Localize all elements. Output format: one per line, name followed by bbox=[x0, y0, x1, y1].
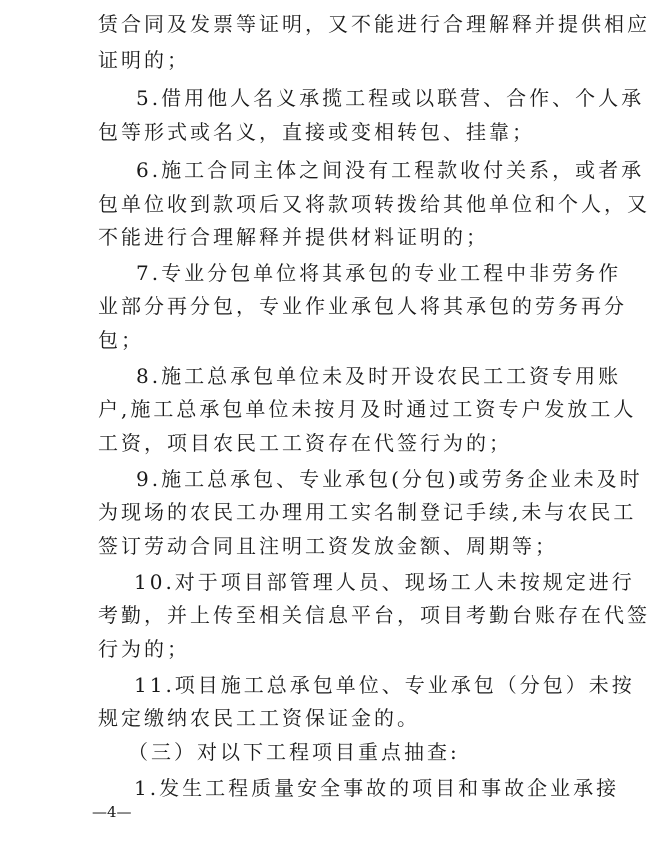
text-line-18: 考勤，并上传至相关信息平台，项目考勤台账存在代签 bbox=[98, 603, 650, 627]
text-line-6: 包单位收到款项后又将款项转拨给其他单位和个人，又 bbox=[98, 192, 650, 216]
text-line-13: 工资，项目农民工工资存在代签行为的； bbox=[98, 431, 512, 455]
text-line-10: 包； bbox=[98, 328, 144, 352]
page-number: —4— bbox=[92, 803, 132, 821]
text-line-19: 行为的； bbox=[98, 637, 190, 661]
text-line-11: 8.施工总承包单位未及时开设农民工工资专用账 bbox=[136, 364, 622, 388]
text-line-9: 业部分再分包，专业作业承包人将其承包的劳务再分 bbox=[98, 294, 627, 318]
text-line-7: 不能进行合理解释并提供材料证明的； bbox=[98, 225, 489, 249]
text-line-5: 6.施工合同主体之间没有工程款收付关系，或者承 bbox=[136, 158, 645, 182]
text-line-17: 10.对于项目部管理人员、现场工人未按规定进行 bbox=[134, 570, 635, 594]
text-line-8: 7.专业分包单位将其承包的专业工程中非劳务作 bbox=[136, 261, 622, 285]
text-line-15: 为现场的农民工办理用工实名制登记手续,未与农民工 bbox=[98, 500, 637, 524]
text-line-1: 赁合同及发票等证明，又不能进行合理解释并提供相应 bbox=[98, 12, 650, 36]
text-line-2: 证明的； bbox=[98, 48, 190, 72]
text-line-3: 5.借用他人名义承揽工程或以联营、合作、个人承 bbox=[136, 86, 645, 110]
text-line-12: 户,施工总承包单位未按月及时通过工资专户发放工人 bbox=[98, 397, 637, 421]
text-line-16: 签订劳动合同且注明工资发放金额、周期等； bbox=[98, 534, 558, 558]
text-line-23: 1.发生工程质量安全事故的项目和事故企业承接 bbox=[134, 776, 620, 800]
text-line-22: （三）对以下工程项目重点抽查: bbox=[128, 740, 460, 764]
text-line-20: 11.项目施工总承包单位、专业承包（分包）未按 bbox=[134, 673, 635, 697]
text-line-4: 包等形式或名义，直接或变相转包、挂靠； bbox=[98, 120, 535, 144]
text-line-14: 9.施工总承包、专业承包(分包)或劳务企业未及时 bbox=[136, 467, 643, 491]
text-line-21: 规定缴纳农民工工资保证金的。 bbox=[98, 706, 420, 730]
